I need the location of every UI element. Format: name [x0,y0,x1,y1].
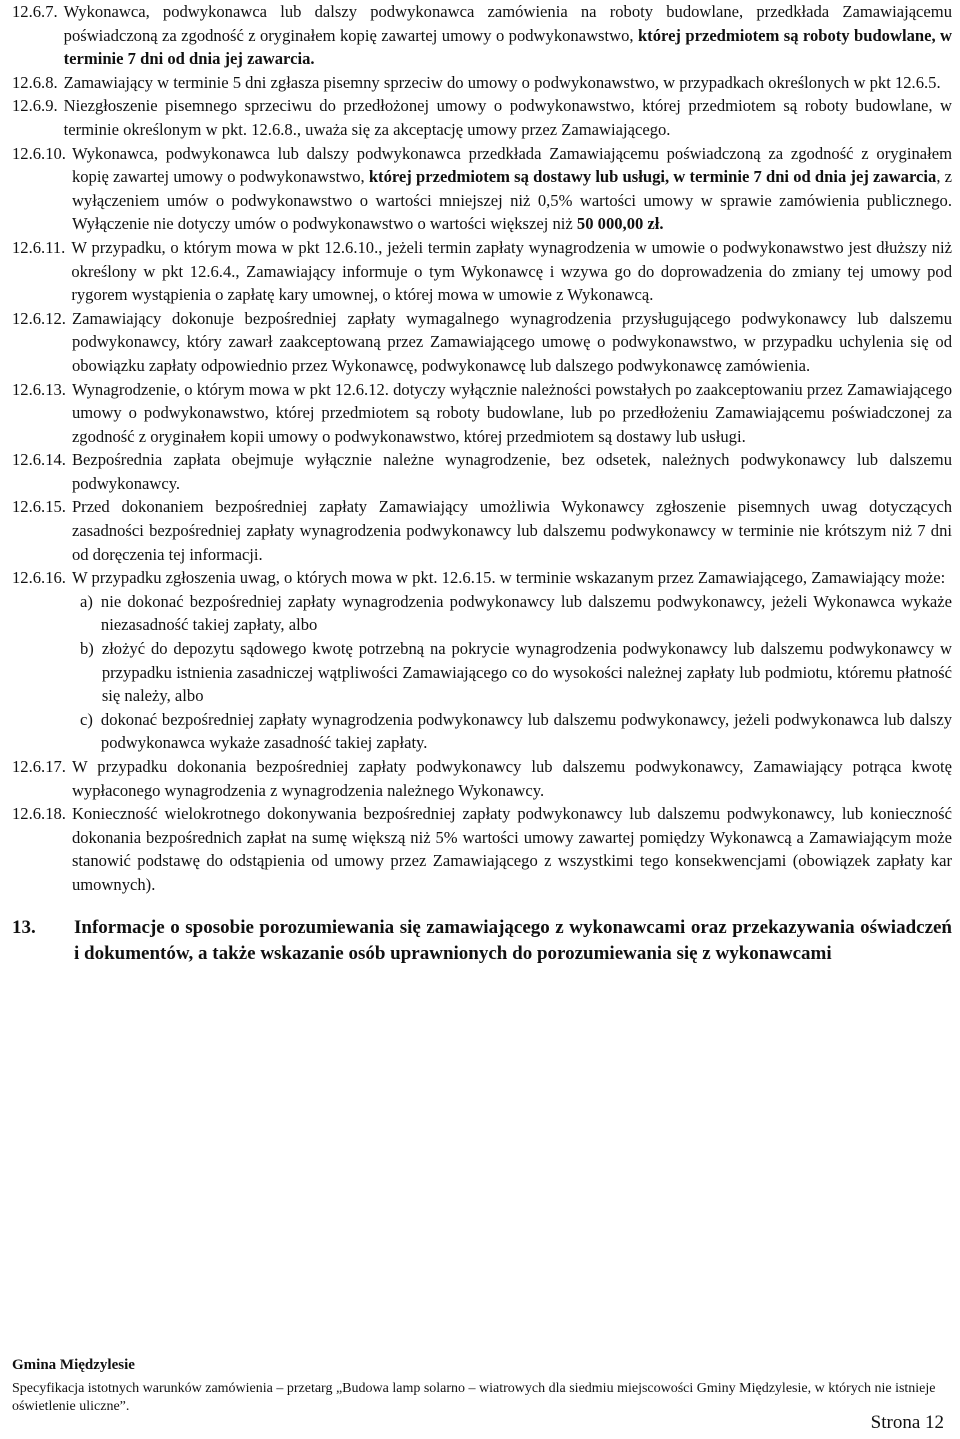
text-run: Bezpośrednia zapłata obejmuje wyłącznie należne wynagrodzenie, bez odsetek, należnych podwykonawcy lub dalszemu podwykonawcy. [71,450,952,493]
paragraph-number: 12.6.9. [12,96,58,116]
paragraph-text [72,566,952,590]
paragraph-number: 12.6.16. [12,568,66,588]
paragraph-number: 12.6.8. [12,72,58,92]
paragraph-text [72,378,952,449]
paragraph [12,71,952,95]
paragraph-text [72,307,952,378]
list-item [80,708,952,755]
text-run: Wykonawca, podwykonawca lub dalszy podwykonawca zamówienia na roboty budowlane, przedkłada Zamawiającemu poświadczoną za zgodność z oryginałem kopię zawartej umowy o podwykonawstwo, [63,2,952,45]
paragraph [12,307,952,378]
section-number: 13. [12,916,36,938]
page-number: Strona 12 [870,1412,944,1433]
section-title: Informacje o sposobie porozumiewania się zamawiającego z wykonawcami oraz przekazywania oświadczeń i dokumentów, a także wskazanie osób uprawnionych do porozumiewania się z wykonawcami [74,916,952,964]
paragraph-text [72,142,952,236]
paragraph-text [72,755,952,802]
list-item-text: złożyć do depozytu sądowego kwotę potrzebną na pokrycie wynagrodzenia podwykonawcy lub dalszemu podwykonawcy w przypadku istnienia zasadniczej wątpliwości Zamawiającego co do wysokości należnej zapłaty lub podmiotu, któremu płatność się należy, albo [101,639,952,706]
paragraph [12,378,952,449]
paragraph [12,755,952,802]
text-run: W przypadku zgłoszenia uwag, o których mowa w pkt. 12.6.15. w terminie wskazanym przez Zamawiającego, Zamawiający może: [71,568,946,588]
paragraph [12,802,952,896]
paragraph [12,566,952,590]
text-run: W przypadku dokonania bezpośredniej zapłaty podwykonawcy lub dalszemu podwykonawcy, Zamawiający potrąca kwotę wypłaconego wynagrodzenia z wynagrodzenia należnego Wykonawcy. [71,757,952,800]
list-item-label: a) [80,591,93,611]
text-run: Zamawiający dokonuje bezpośredniej zapłaty wymagalnego wynagrodzenia przysługującego podwykonawcy lub dalszemu podwykonawcy, który zawarł zaakceptowaną przez Zamawiającego umowę o podwykonawstwo, w przypadku uchylenia się od obowiązku zapłaty odpowiednio przez Wykonawcę, podwykonawcę lub dalszego podwykonawcę zamówienia. [71,308,952,375]
paragraph-number: 12.6.10. [12,143,66,163]
text-run: W przypadku, o którym mowa w pkt 12.6.10., jeżeli termin zapłaty wynagrodzenia w umowie o podwykonawstwo jest dłuższy niż określony w pkt 12.6.4., Zamawiający informuje o tym Wykonawcę i wzywa go do doprowadzenia do zmiany tej umowy pod rygorem wystąpienia o zapłatę kary umownej, o której mowa w umowie z Wykonawcą. [71,237,952,305]
text-run: Przed dokonaniem bezpośredniej zapłaty Zamawiający umożliwia Wykonawcy zgłoszenie pisemnych uwag dotyczących zasadności bezpośredniej zapłaty wynagrodzenia podwykonawcy lub dalszemu podwykonawcy w terminie nie krótszym niż 7 dni od doręczenia tej informacji. [71,497,952,564]
text-run: Konieczność wielokrotnego dokonywania bezpośredniej zapłaty podwykonawcy lub dalszemu podwykonawcy, lub konieczność dokonania bezpośrednich zapłat na sumę większą niż 5% wartości umowy zawartej pomiędzy Wykonawcą a Zamawiającym może stanowić podstawę do odstąpienia od umowy przez Zamawiającego z wszystkimi tego konsekwencjami (obowiązek zapłaty kar umownych). [71,804,952,894]
text-run: , z wyłączeniem umów o podwykonawstwo o wartości mniejszej niż 0,5% wartości umowy w sprawie zamówienia publicznego. Wyłączenie nie dotyczy umów o podwykonawstwo o wartości większej niż [71,167,952,234]
paragraph [12,142,952,236]
footer-specification: Specyfikacja istotnych warunków zamówienia – przetarg „Budowa lamp solarno – wiatrowych dla siedmiu miejscowości Gminy Międzylesie, w których nie istnieje oświetlenie uliczne”. [12,1381,936,1414]
paragraph-text [71,236,952,307]
page-footer [12,1356,944,1433]
bold-text: 50 000,00 zł. [576,214,664,234]
list-item-text: nie dokonać bezpośredniej zapłaty wynagrodzenia podwykonawcy lub dalszemu podwykonawcy, jeżeli Wykonawca wykaże niezasadność takiej zapłaty, albo [100,591,952,635]
list-item [80,590,952,637]
paragraph-number: 12.6.13. [12,379,66,399]
list-item-label: c) [80,709,93,729]
paragraph-number: 12.6.14. [12,450,66,470]
paragraph-text [64,0,952,71]
paragraph [12,0,952,71]
paragraph-number: 12.6.18. [12,804,66,824]
footer-organization: Gmina Międzylesie [12,1357,135,1373]
paragraph [12,448,952,495]
paragraph-text [72,448,952,495]
bold-text: której przedmiotem są dostawy lub usługi, w terminie 7 dni od dnia jej zawarcia [368,167,937,187]
bold-text: której przedmiotem są roboty budowlane, w terminie 7 dni od dnia jej zawarcia. [63,25,952,69]
section-heading [12,915,952,967]
text-run: Niezgłoszenie pisemnego sprzeciwu do przedłożonej umowy o podwykonawstwo, której przedmiotem są roboty budowlane, w terminie określonym w pkt. 12.6.8., uważa się za akceptację umowy przez Zamawiającego. [63,96,952,139]
list-item-label: b) [80,639,94,659]
list-item [80,637,952,708]
text-run: Wykonawca, podwykonawca lub dalszy podwykonawca przedkłada Zamawiającemu poświadczoną za zgodność z oryginałem kopię zawartej umowy o podwykonawstwo, [71,143,952,187]
paragraph-text [64,94,952,141]
paragraph-number: 12.6.15. [12,497,66,517]
text-run: Wynagrodzenie, o którym mowa w pkt 12.6.12. dotyczy wyłącznie należności powstałych po zaakceptowaniu przez Zamawiającego umowy o podwykonawstwo, której przedmiotem są roboty budowlane, lub po przedłożeniu Zamawiającemu poświadczonej za zgodność z oryginałem kopii umowy o podwykonawstwo, której przedmiotem są dostawy lub usługi. [71,379,952,446]
paragraph-list [12,0,952,897]
text-run: Zamawiający w terminie 5 dni zgłasza pisemny sprzeciw do umowy o podwykonawstwo, w przypadkach określonych w pkt 12.6.5. [63,72,941,92]
paragraph-text [72,495,952,566]
paragraph [12,236,952,307]
paragraph-text [72,802,952,896]
paragraph-number: 12.6.7. [12,2,58,21]
paragraph [12,94,952,141]
paragraph [12,495,952,566]
paragraph-text [64,71,952,95]
paragraph-number: 12.6.12. [12,308,66,328]
list-item-text: dokonać bezpośredniej zapłaty wynagrodzenia podwykonawcy lub dalszemu podwykonawcy, jeżeli podwykonawca lub dalszy podwykonawca wykaże zasadność takiej zapłaty. [100,709,952,753]
paragraph-number: 12.6.11. [12,237,66,257]
paragraph-number: 12.6.17. [12,757,66,776]
